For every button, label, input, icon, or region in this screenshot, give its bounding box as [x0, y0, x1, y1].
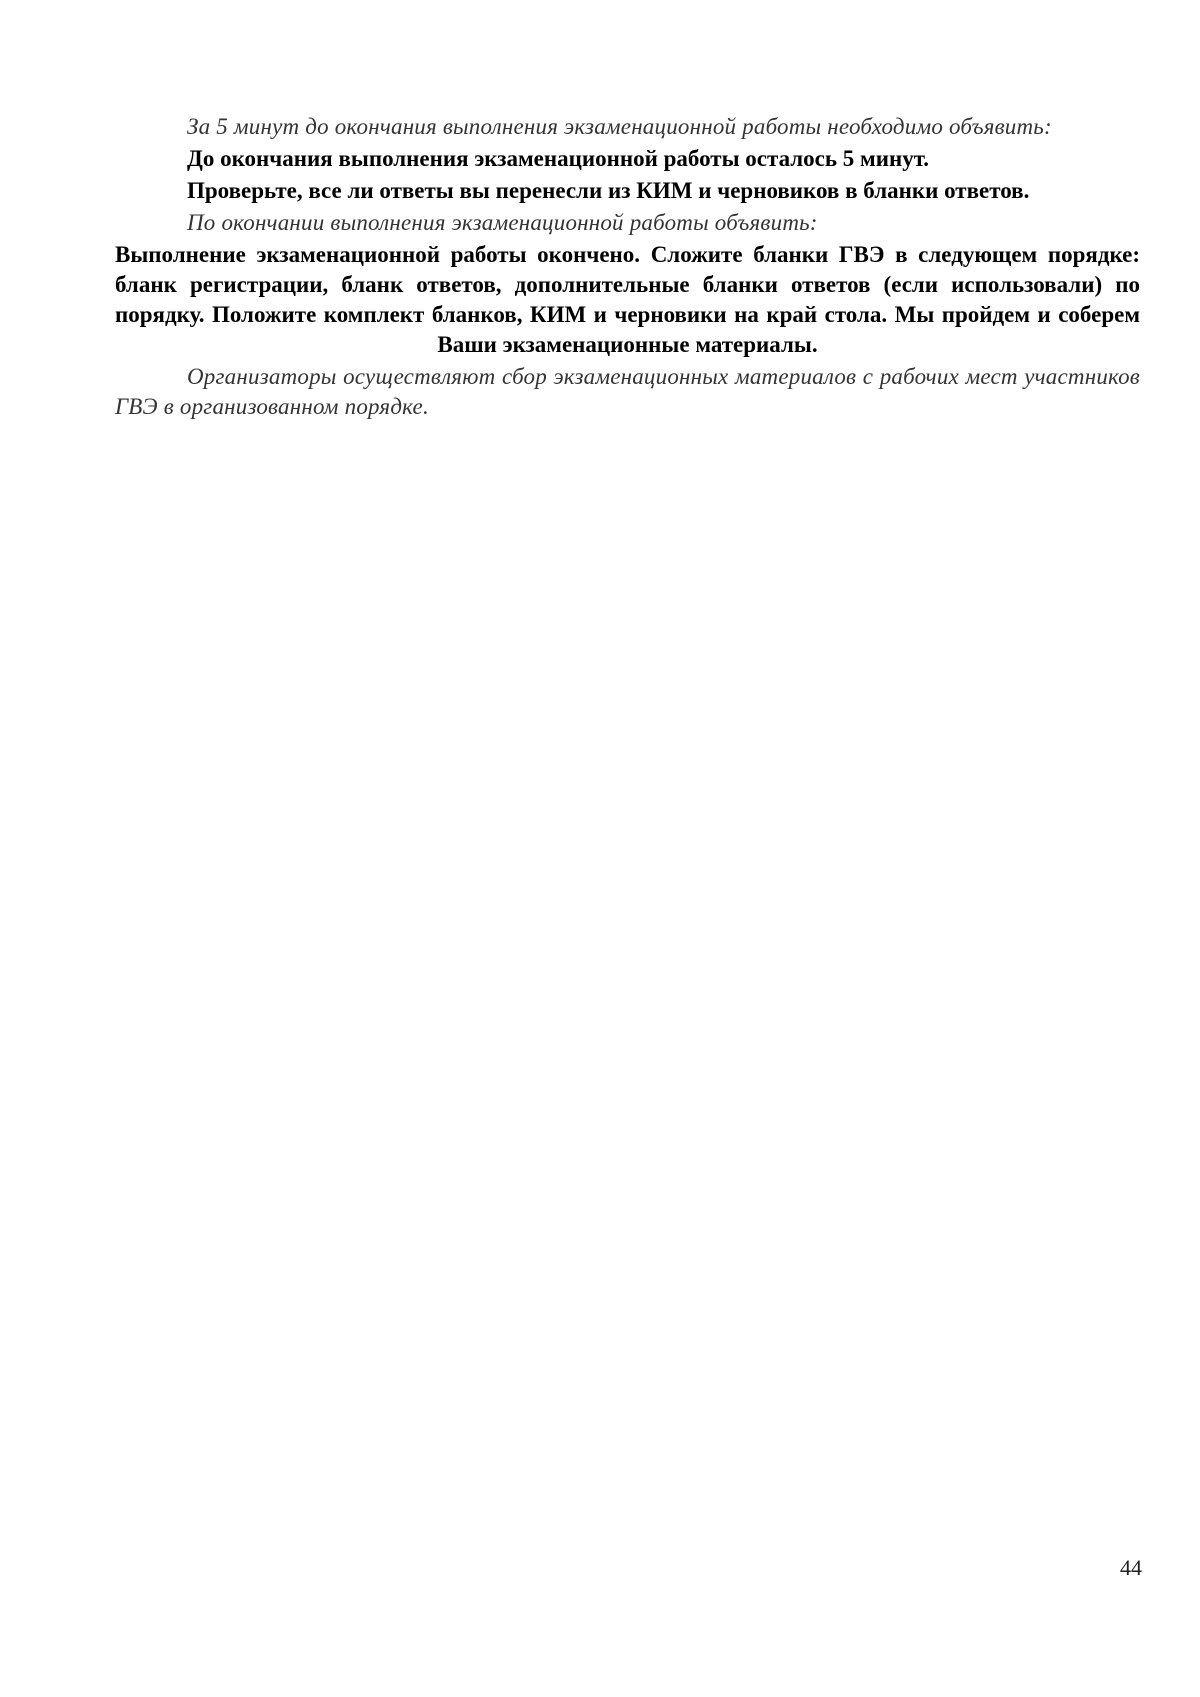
announcement-5-min-left: До окончания выполнения экзаменационной работы осталось 5 минут.	[187, 146, 930, 171]
announcement-check-answers: Проверьте, все ли ответы вы перенесли из КИМ и черновиков в бланки ответов.	[187, 178, 1030, 203]
announcement-work-finished: Выполнение экзаменационной работы окончено. Сложите бланки ГВЭ в следующем порядке: бланк регистрации, бланк ответов, дополнительные бланки ответов (если использовали) по порядку. Положите комплект бланков, КИМ и черновики на край стола. Мы пройдем и соберем Ваши экзаменационные материалы.	[115, 242, 1140, 357]
instruction-announce-5-min: За 5 минут до окончания выполнения экзаменационной работы необходимо объявить:	[187, 114, 1052, 139]
instruction-announce-end: По окончании выполнения экзаменационной работы объявить:	[187, 210, 818, 235]
page-number: 44	[1120, 1555, 1142, 1580]
document-body	[115, 112, 1140, 422]
instruction-collect-materials: Организаторы осуществляют сбор экзаменационных материалов с рабочих мест участников ГВЭ в организованном порядке.	[115, 364, 1140, 419]
